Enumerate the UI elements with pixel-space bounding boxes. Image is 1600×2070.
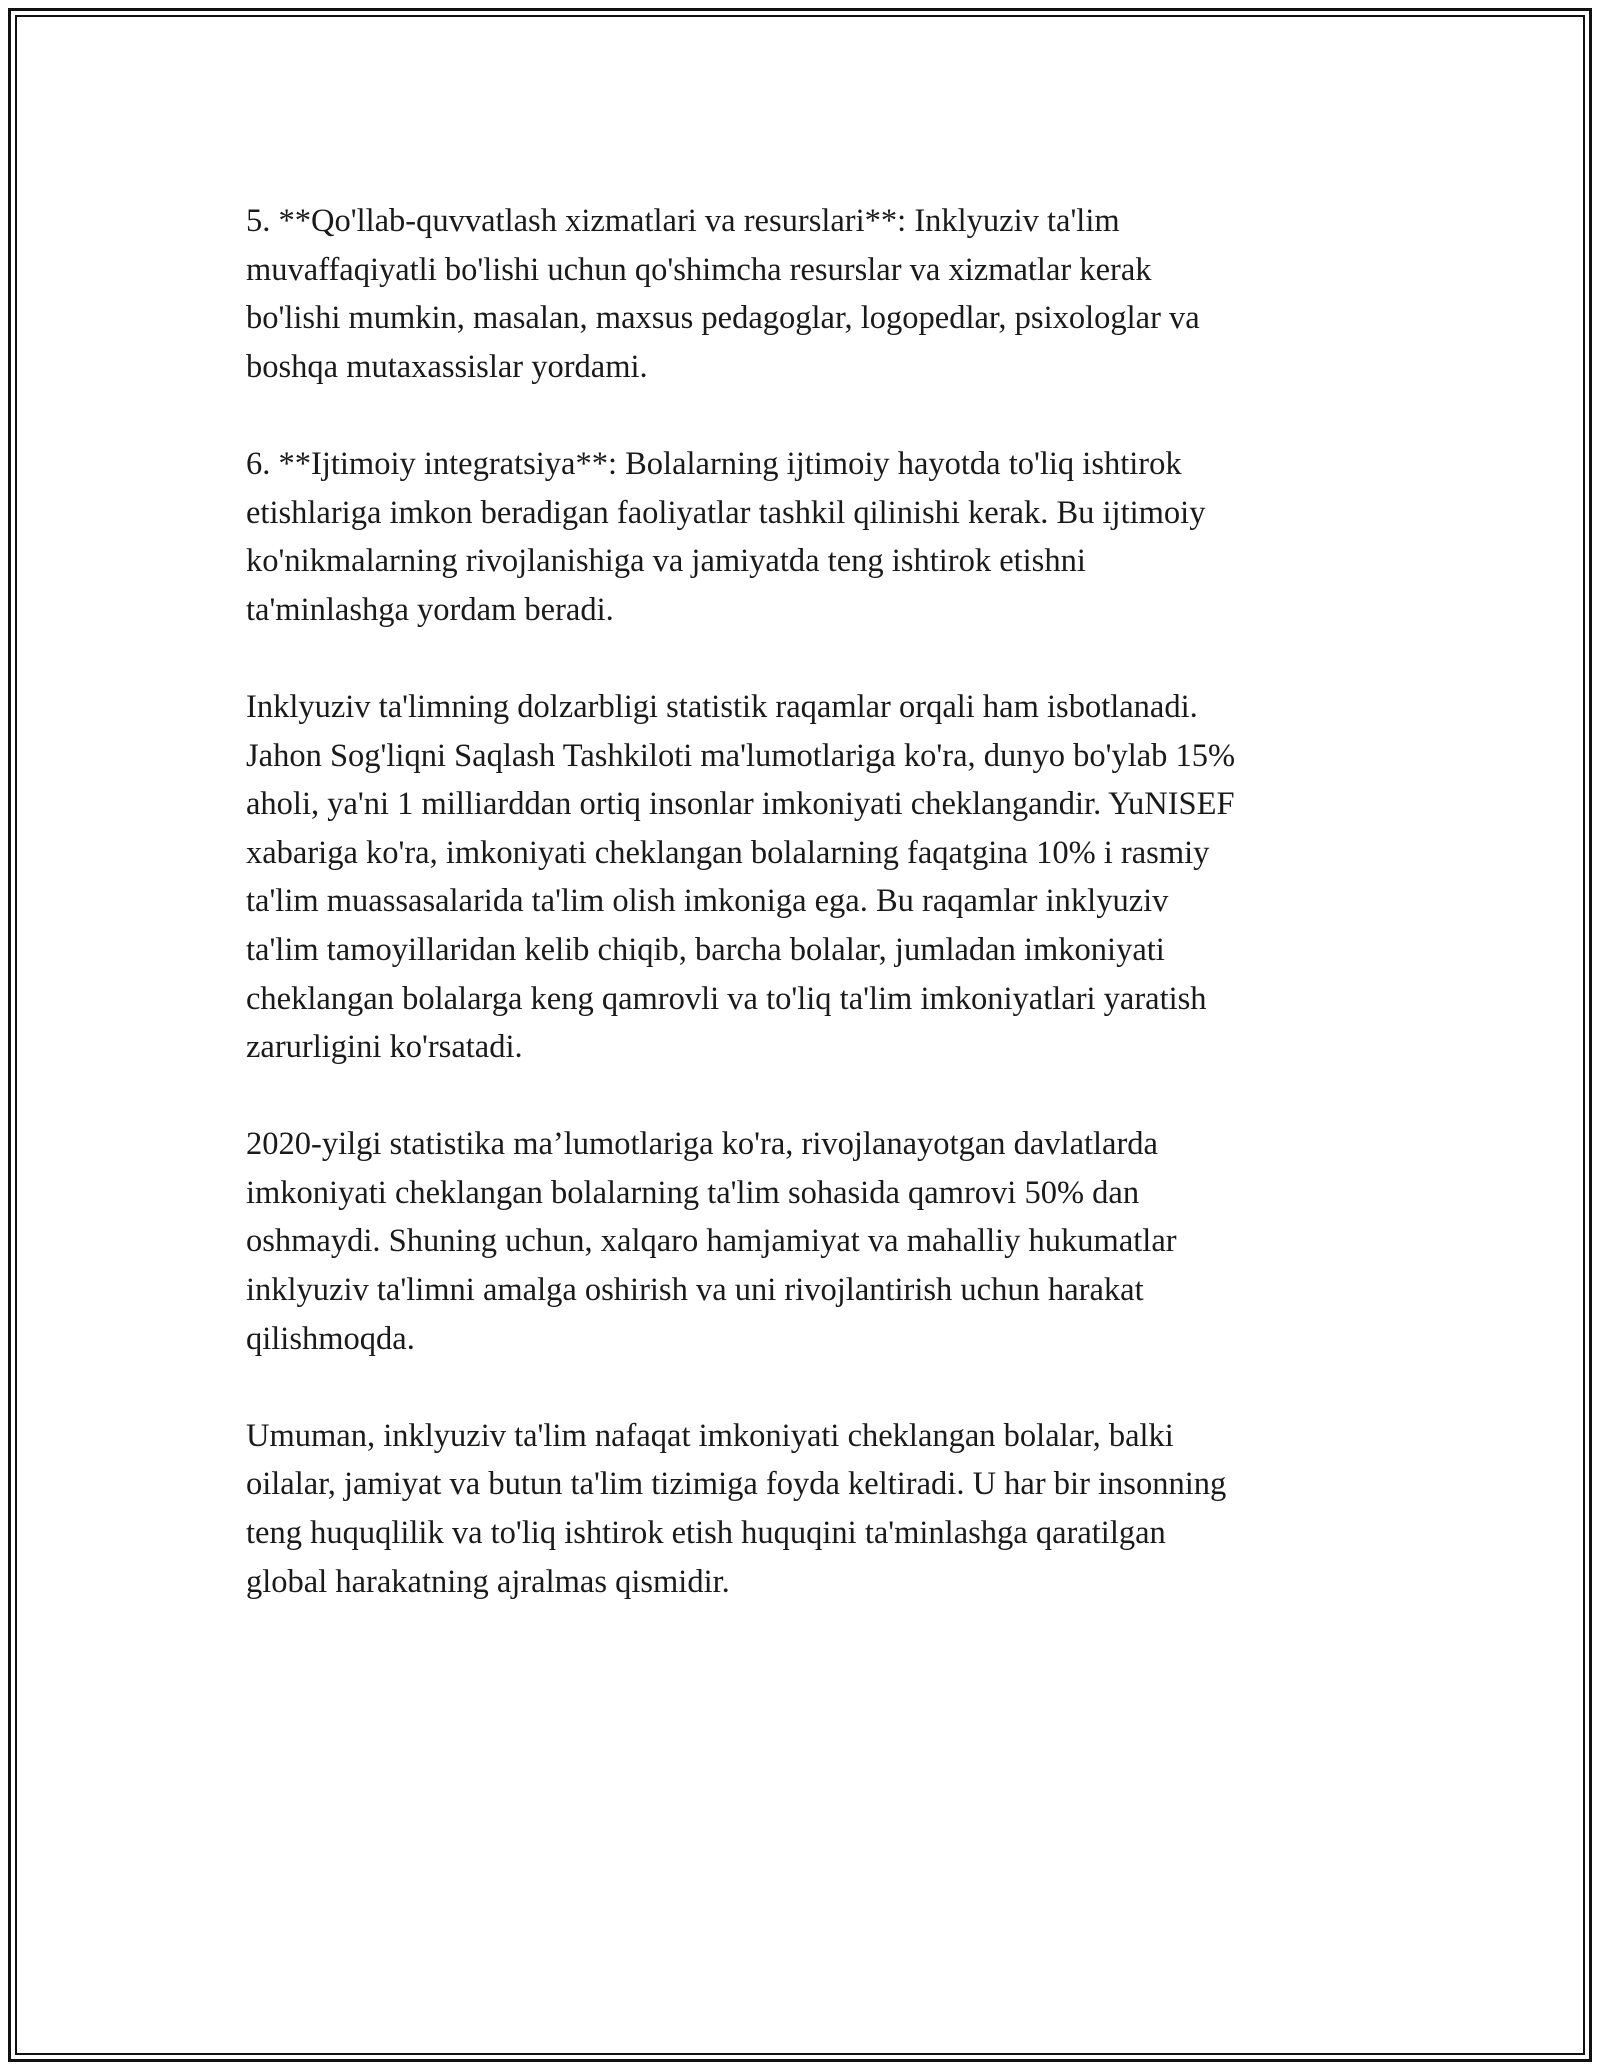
text-line: etishlariga imkon beradigan faoliyatlar tashkil qilinishi kerak. Bu ijtimoiy (246, 494, 1206, 531)
text-line: aholi, ya'ni 1 milliarddan ortiq insonlar imkoniyati cheklangandir. YuNISEF (246, 786, 1235, 823)
text-line: Inklyuziv ta'limning dolzarbligi statistik raqamlar orqali ham isbotlanadi. (246, 688, 1198, 725)
document-body (246, 197, 1386, 1655)
text-line: ta'lim muassasalarida ta'lim olish imkoniga ega. Bu raqamlar inklyuziv (246, 883, 1169, 920)
text-line: cheklangan bolalarga keng qamrovli va to'liq ta'lim imkoniyatlari yaratish (246, 980, 1207, 1017)
paragraph-conclusion (246, 1412, 1386, 1606)
paragraph-social-integration (246, 440, 1386, 634)
text-line: Jahon Sog'liqni Saqlash Tashkiloti ma'lumotlariga ko'ra, dunyo bo'ylab 15% (246, 737, 1236, 774)
text-line: zarurligini ko'rsatadi. (246, 1029, 523, 1066)
text-line: qilishmoqda. (246, 1320, 415, 1357)
text-line: bo'lishi mumkin, masalan, maxsus pedagoglar, logopedlar, psixologlar va (246, 300, 1200, 337)
text-line: xabariga ko'ra, imkoniyati cheklangan bolalarning faqatgina 10% i rasmiy (246, 834, 1210, 871)
paragraph-support-services (246, 197, 1386, 391)
text-line: global harakatning ajralmas qismidir. (246, 1563, 730, 1600)
text-line: oilalar, jamiyat va butun ta'lim tizimiga foyda keltiradi. U har bir insonning (246, 1466, 1227, 1503)
text-line: 2020-yilgi statistika ma’lumotlariga ko'ra, rivojlanayotgan davlatlarda (246, 1126, 1158, 1163)
text-line: ko'nikmalarning rivojlanishiga va jamiyatda teng ishtirok etishni (246, 543, 1086, 580)
text-line: teng huquqlilik va to'liq ishtirok etish huquqini ta'minlashga qaratilgan (246, 1515, 1166, 1552)
text-line: Umuman, inklyuziv ta'lim nafaqat imkoniyati cheklangan bolalar, balki (246, 1417, 1174, 1454)
paragraph-statistics (246, 683, 1386, 1072)
text-line: ta'minlashga yordam beradi. (246, 591, 614, 628)
text-line: muvaffaqiyatli bo'lishi uchun qo'shimcha resurslar va xizmatlar kerak (246, 251, 1152, 288)
text-line: 5. **Qo'llab-quvvatlash xizmatlari va resurslari**: Inklyuziv ta'lim (246, 203, 1120, 239)
text-line: 6. **Ijtimoiy integratsiya**: Bolalarning ijtimoiy hayotda to'liq ishtirok (246, 445, 1182, 482)
text-line: inklyuziv ta'limni amalga oshirish va uni rivojlantirish uchun harakat (246, 1272, 1144, 1309)
text-line: ta'lim tamoyillaridan kelib chiqib, barcha bolalar, jumladan imkoniyati (246, 931, 1165, 968)
text-line: imkoniyati cheklangan bolalarning ta'lim sohasida qamrovi 50% dan (246, 1174, 1140, 1211)
page-frame (8, 8, 1592, 2062)
paragraph-2020-statistics (246, 1120, 1386, 1363)
text-line: oshmaydi. Shuning uchun, xalqaro hamjamiyat va mahalliy hukumatlar (246, 1223, 1177, 1260)
text-line: boshqa mutaxassislar yordami. (246, 348, 648, 385)
